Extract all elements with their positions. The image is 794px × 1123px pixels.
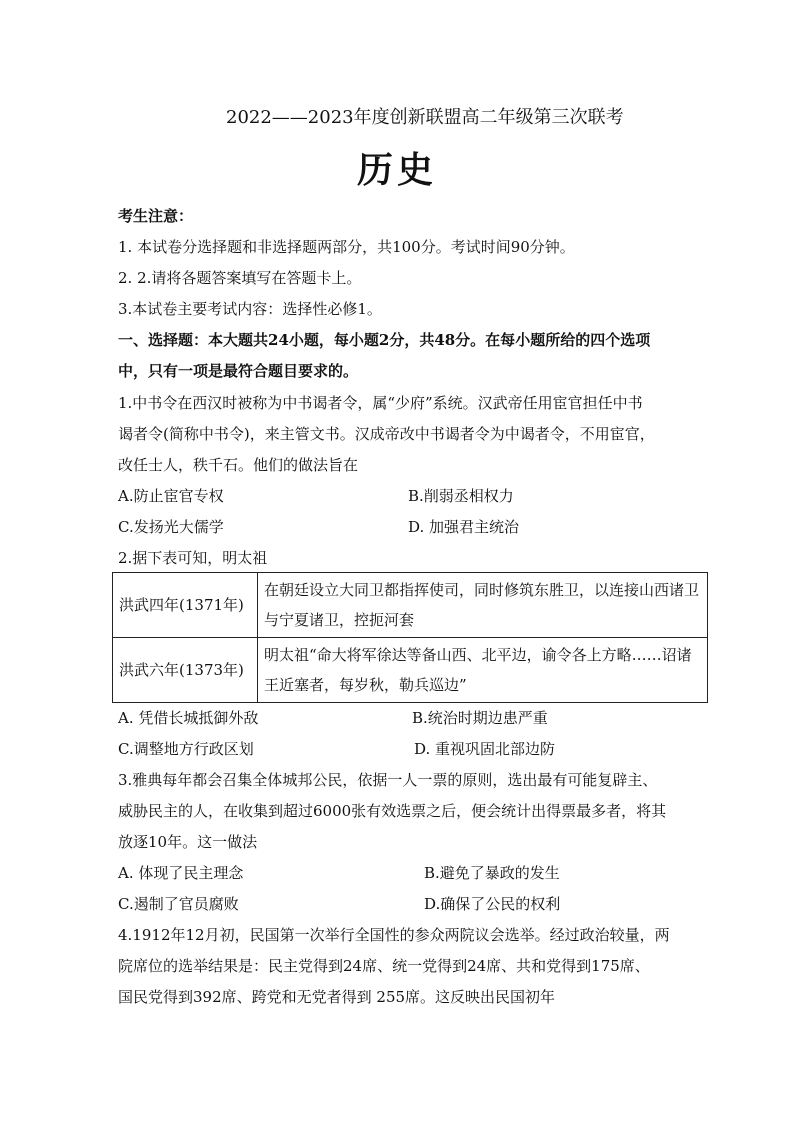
question-3-text: 威胁民主的人，在收集到超过6000张有效选票之后，便会统计出得票最多者，将其: [118, 802, 667, 820]
question-2-stem: 2.据下表可知，明太祖: [118, 549, 268, 567]
table-row: [113, 638, 708, 703]
table-cell-year: 洪武六年(1373年): [113, 638, 258, 703]
question-3-option-d[interactable]: D.确保了公民的权利: [424, 895, 561, 913]
section-title: 中，只有一项是最符合题目要求的。: [118, 362, 359, 380]
question-1-option-a[interactable]: A.防止宦官专权: [118, 487, 224, 505]
notice-heading: 考生注意：: [118, 207, 194, 225]
question-4-text: 院席位的选举结果是：民主党得到24席、统一党得到24席、共和党得到175席、: [118, 957, 650, 975]
notice-item: 1. 本试卷分选择题和非选择题两部分，共100分。考试时间90分钟。: [118, 238, 575, 256]
question-3-text: 3.雅典每年都会召集全体城邦公民，依据一人一票的原则，选出最有可能复辟主、: [118, 771, 658, 789]
question-1-text: 1.中书令在西汉时被称为中书谒者令，属“少府”系统。汉武帝任用宦官担任中书: [118, 394, 643, 412]
notice-item: 3.本试卷主要考试内容：选择性必修1。: [118, 300, 382, 318]
question-1-option-d[interactable]: D. 加强君主统治: [408, 518, 520, 536]
question-4-text: 国民党得到392席、跨党和无党者得到 255席。这反映出民国初年: [118, 988, 556, 1006]
table-row: [113, 573, 708, 638]
table-cell-event: 明太祖“命大将军徐达等备山西、北平边，谕令各上方略……诏诸王近塞者，每岁秋，勒兵巡边”: [258, 638, 708, 703]
question-2-option-a[interactable]: A. 凭借长城抵御外敌: [118, 709, 259, 727]
question-2-option-c[interactable]: C.调整地方行政区划: [118, 740, 254, 758]
question-3-option-a[interactable]: A. 体现了民主理念: [118, 864, 244, 882]
question-1-option-b[interactable]: B.削弱丞相权力: [408, 487, 514, 505]
question-1-option-c[interactable]: C.发扬光大儒学: [118, 518, 224, 536]
section-title: 一、选择题：本大题共24小题，每小题2分，共48分。在每小题所给的四个选项: [118, 331, 651, 349]
question-2-option-d[interactable]: D. 重视巩固北部边防: [414, 740, 556, 758]
table-cell-year: 洪武四年(1371年): [113, 573, 258, 638]
table-cell-event: 在朝廷设立大同卫都指挥使司，同时修筑东胜卫，以连接山西诸卫与宁夏诸卫，控扼河套: [258, 573, 708, 638]
question-3-text: 放逐10年。这一做法: [118, 833, 258, 851]
question-4-text: 4.1912年12月初，民国第一次举行全国性的参众两院议会选举。经过政治较量，两: [118, 926, 670, 944]
question-3-option-b[interactable]: B.避免了暴政的发生: [424, 864, 560, 882]
question-2-option-b[interactable]: B.统治时期边患严重: [412, 709, 548, 727]
question-1-text: 改任士人，秩千石。他们的做法旨在: [118, 456, 359, 474]
exam-title: 2022——2023年度创新联盟高二年级第三次联考: [226, 107, 624, 128]
question-1-text: 谒者令(简称中书令)，来主管文书。汉成帝改中书谒者令为中谒者令，不用宦官，: [118, 425, 655, 443]
notice-item: 2. 2.请将各题答案填写在答题卡上。: [118, 269, 362, 287]
subject-title: 历史: [356, 149, 437, 191]
question-2-table: [112, 572, 708, 703]
question-3-option-c[interactable]: C.遏制了官员腐败: [118, 895, 239, 913]
